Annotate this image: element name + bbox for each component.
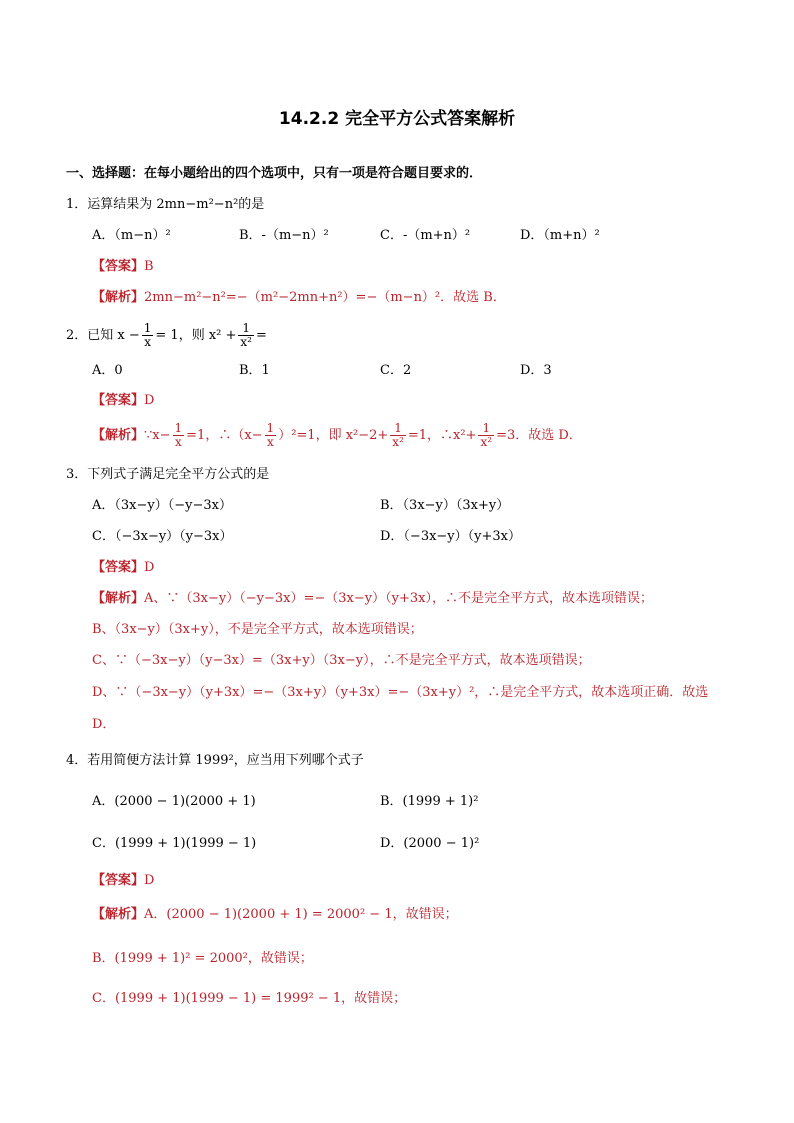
frac-den: x² [392, 435, 404, 449]
frac-num: 1 [238, 322, 254, 336]
section-heading: 一、选择题：在每小题给出的四个选项中，只有一项是符合题目要求的． [66, 166, 483, 181]
page-title: 14.2.2 完全平方公式答案解析 [278, 109, 516, 129]
frac-num: 1 [174, 421, 183, 435]
q3-option-d: D．（−3x−y）（y+3x） [380, 529, 521, 544]
q3-analysis-line-4: D、∵（−3x−y）（y+3x）=−（3x+y）（y+3x）=−（3x+y）²，∴是完全平方式，故本选项正确．故选 [92, 685, 709, 700]
q3-option-b: B．（3x−y）（3x+y） [380, 498, 510, 513]
q4-option-c: C．(1999 + 1)(1999 − 1) [92, 836, 257, 851]
frac-num: 1 [478, 422, 494, 436]
q1-option-b: B．-（m−n）² [239, 228, 329, 243]
q3-analysis-line-1 [92, 590, 653, 608]
q4-stem: 4．若用简便方法计算 1999²，应当用下列哪个式子 [66, 753, 364, 768]
q4-option-d: D．(2000 − 1)² [380, 836, 480, 851]
q2-option-d: D．3 [520, 363, 552, 378]
q2-analysis-part: ）²=1，即 x²−2+ [278, 428, 389, 443]
q4-analysis-line-2: B．(1999 + 1)² = 2000²，故错误； [92, 951, 313, 966]
q2-fraction-1-over-x [142, 322, 154, 349]
q2-stem-mid: = 1，则 x² + [155, 328, 237, 343]
q4-analysis-text: A．(2000 − 1)(2000 + 1) = 2000² − 1，故错误； [144, 907, 458, 922]
q1-stem: 1．运算结果为 2mn−m²−n²的是 [66, 197, 265, 212]
q3-analysis-line-3: C、∵（−3x−y）（y−3x）=（3x+y）（3x−y），∴不是完全平方式，故本选项错误； [92, 653, 591, 668]
analysis-tag: 【解析】 [92, 428, 145, 443]
q2-option-c: C．2 [380, 363, 412, 378]
q2-analysis-part: =1，∴（x− [186, 428, 263, 443]
frac-den: x² [240, 335, 252, 349]
q2-option-b: B．1 [239, 363, 270, 378]
answer-tag: 【答案】 [92, 560, 145, 575]
analysis-tag: 【解析】 [92, 290, 145, 305]
q1-answer-value: B [144, 259, 154, 274]
q3-analysis-line-5: D． [92, 717, 116, 732]
frac-num: 1 [266, 421, 275, 435]
q3-answer-value: D [144, 560, 155, 575]
q2-analysis-part: =3．故选 D． [496, 428, 582, 443]
answer-tag: 【答案】 [92, 873, 145, 888]
q2-analysis [92, 422, 582, 449]
q2-answer [92, 392, 154, 410]
q2-analysis-part: =1，∴x²+ [407, 428, 477, 443]
q1-option-c: C．-（m+n）² [380, 228, 471, 243]
q1-analysis-text: 2mn−m²−n²=−（m²−2mn+n²）=−（m−n）²．故选 B． [144, 290, 506, 305]
frac-num: 1 [143, 321, 152, 335]
q4-option-a: A．(2000 − 1)(2000 + 1) [92, 794, 256, 809]
q2-analysis-fraction [265, 422, 277, 449]
q1-option-a: A．（m−n）² [92, 228, 171, 243]
q4-analysis-line-3: C．(1999 + 1)(1999 − 1) = 1999² − 1，故错误； [92, 991, 407, 1006]
frac-den: x [174, 435, 182, 449]
q2-analysis-fraction [478, 422, 494, 449]
q3-answer [92, 559, 154, 577]
frac-den: x [144, 335, 151, 349]
q2-stem-pre: 2．已知 x − [66, 328, 140, 343]
q2-fraction-1-over-x2 [238, 322, 254, 349]
analysis-tag: 【解析】 [92, 907, 145, 922]
q2-stem-post: = [255, 328, 267, 343]
frac-den: x [266, 435, 274, 449]
q4-analysis-line-1 [92, 906, 458, 924]
q3-option-a: A．（3x−y）（−y−3x） [92, 498, 232, 513]
q3-analysis-text: A、∵（3x−y）（−y−3x）=−（3x−y）（y+3x），∴不是完全平方式，故本选项错误； [144, 591, 653, 606]
q2-analysis-part: ∵x− [144, 428, 171, 443]
q4-answer-value: D [144, 873, 155, 888]
q1-analysis [92, 289, 506, 307]
q4-answer [92, 872, 154, 890]
q2-analysis-fraction [173, 422, 185, 449]
frac-num: 1 [390, 422, 406, 436]
q3-option-c: C．（−3x−y）（y−3x） [92, 529, 233, 544]
answer-tag: 【答案】 [92, 259, 145, 274]
q1-option-d: D．（m+n）² [520, 228, 600, 243]
q3-stem: 3．下列式子满足完全平方公式的是 [66, 467, 270, 482]
q4-option-b: B．(1999 + 1)² [380, 794, 479, 809]
q3-analysis-line-2: B、（3x−y）（3x+y），不是完全平方式，故本选项错误； [92, 622, 423, 637]
frac-den: x² [480, 435, 493, 449]
q2-answer-value: D [144, 393, 155, 408]
analysis-tag: 【解析】 [92, 591, 145, 606]
q2-option-a: A．0 [92, 363, 123, 378]
q2-analysis-fraction [390, 422, 406, 449]
answer-tag: 【答案】 [92, 393, 145, 408]
q1-answer [92, 258, 154, 276]
q2-stem [66, 322, 267, 349]
